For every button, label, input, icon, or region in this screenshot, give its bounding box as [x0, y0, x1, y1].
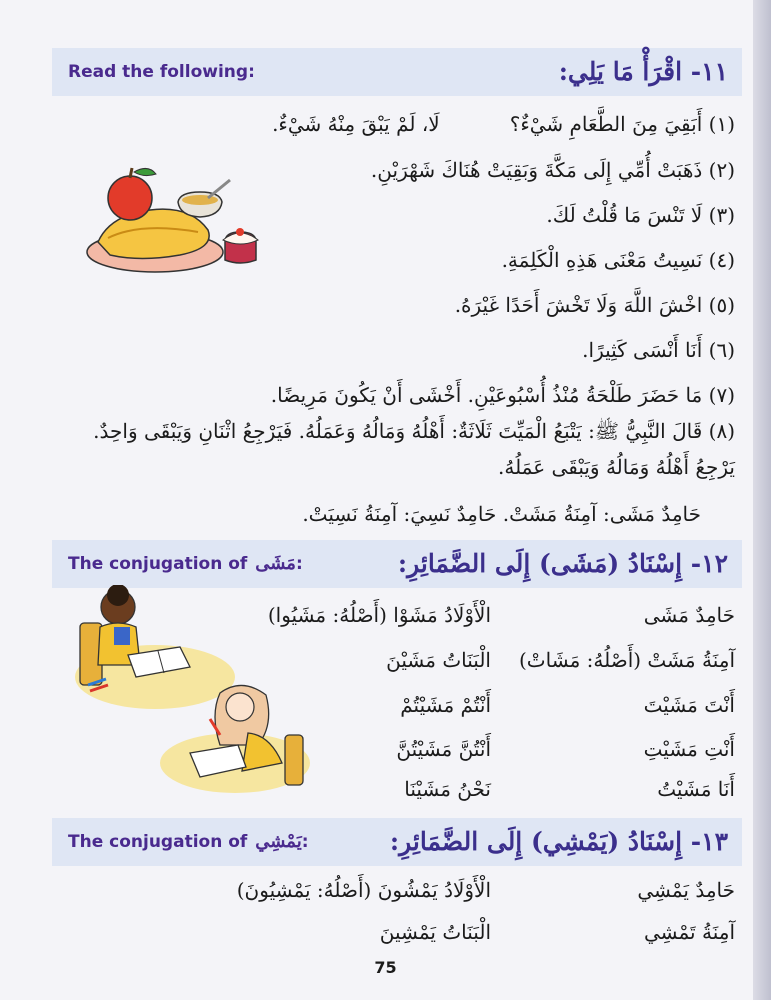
conjugation-12-row-4-right: أَنْتِ مَشَيْتِ — [643, 737, 735, 761]
section-12-arabic-title: ١٢- إِسْنَادُ (مَشَى) إِلَى الضَّمَائِرِ: — [397, 549, 728, 578]
conjugation-13-row-2-right: آمِنَةُ تَمْشِي — [643, 920, 735, 944]
section-12-english-text: The conjugation of — [68, 554, 248, 574]
section-12-english-colon: : — [295, 554, 303, 574]
conjugation-12-row-3-left: أَنْتُمْ مَشَيْتُمْ — [400, 693, 491, 717]
food-illustration — [80, 160, 280, 280]
exercise-1-answer: لَا، لَمْ يَبْقَ مِنْهُ شَيْءٌ. — [272, 112, 440, 136]
exercise-line-5: (٥) اخْشَ اللَّهَ وَلَا تَخْشَ أَحَدًا غَيْرَهُ. — [454, 293, 735, 317]
exercise-line-4: (٤) نَسِيتُ مَعْنَى هَذِهِ الْكَلِمَةِ. — [501, 248, 735, 272]
conjugation-12-row-2-left: الْبَنَاتُ مَشَيْنَ — [386, 648, 491, 672]
conjugation-12-row-5-right: أَنَا مَشَيْتُ — [657, 777, 735, 801]
exercise-line-1 — [272, 112, 735, 136]
conjugation-13-row-1-left: الْأَوْلَادُ يَمْشُونَ (أَصْلُهُ: يَمْشِيُونَ) — [236, 878, 491, 902]
conjugation-13-row-1-right: حَامِدٌ يَمْشِي — [637, 878, 735, 902]
section-13-english-title — [68, 818, 309, 866]
conjugation-12-row-5-left: نَحْنُ مَشَيْنَا — [404, 777, 491, 801]
children-studying-illustration — [70, 585, 310, 805]
conjugation-12-row-1-left: الْأَوْلَادُ مَشَوْا (أَصْلُهُ: مَشَيُوا) — [267, 603, 491, 627]
section-11-arabic-title: ١١- اقْرَأْ مَا يَلِي: — [558, 57, 728, 86]
conjugation-12-row-1-right: حَامِدٌ مَشَى — [643, 603, 735, 627]
section-11-banner — [52, 48, 742, 96]
exercise-line-7: (٧) مَا حَضَرَ طَلْحَةُ مُنْذُ أُسْبُوعَيْنِ. أَخْشَى أَنْ يَكُونَ مَرِيضًا. — [270, 383, 735, 407]
section-13-banner — [52, 818, 742, 866]
section-11-english-title: Read the following: — [68, 62, 255, 82]
exercise-line-8: (٨) قَالَ النَّبِيُّ ﷺ: يَتْبَعُ الْمَيِّتَ ثَلَاثَةٌ: أَهْلُهُ وَمَالُهُ وَعَمَلُهُ. فَيَرْجِعُ اثْنَانِ وَيَبْقَى وَاحِدٌ. يَرْجِعُ أَهْلُهُ وَمَالُهُ وَيَبْقَى عَمَلُهُ. — [93, 419, 735, 479]
conjugation-12-row-4-left: أَنْتُنَّ مَشَيْتُنَّ — [396, 737, 491, 761]
exercise-1-question: (١) أَبَقِيَ مِنَ الطَّعَامِ شَيْءٌ؟ — [509, 112, 735, 136]
section-13-english-text: The conjugation of — [68, 832, 248, 852]
conjugation-12-row-3-right: أَنْتَ مَشَيْتَ — [643, 693, 735, 717]
exercise-line-3: (٣) لَا تَنْسَ مَا قُلْتُ لَكَ. — [546, 203, 735, 227]
page-number: 75 — [374, 958, 397, 977]
exercise-line-6: (٦) أَنَا أَنْسَى كَثِيرًا. — [582, 338, 735, 362]
section-12-english-title — [68, 540, 303, 588]
section-12-english-word: مَشَى — [255, 553, 296, 574]
conjugation-13-row-2-left: الْبَنَاتُ يَمْشِينَ — [379, 920, 491, 944]
summary-line: حَامِدٌ مَشَى: آمِنَةُ مَشَتْ. حَامِدٌ نَسِيَ: آمِنَةُ نَسِيَتْ. — [302, 502, 701, 526]
section-12-banner — [52, 540, 742, 588]
section-13-english-word: يَمْشِي — [255, 831, 302, 852]
section-13-arabic-title: ١٣- إِسْنَادُ (يَمْشِي) إِلَى الضَّمَائِرِ: — [389, 827, 728, 856]
section-13-english-colon: : — [301, 832, 309, 852]
exercise-line-2: (٢) ذَهَبَتْ أُمِّي إِلَى مَكَّةَ وَبَقِيَتْ هُنَاكَ شَهْرَيْنِ. — [370, 158, 735, 182]
page-edge — [753, 0, 771, 1000]
conjugation-12-row-2-right: آمِنَةُ مَشَتْ (أَصْلُهُ: مَشَاتْ) — [519, 648, 735, 672]
